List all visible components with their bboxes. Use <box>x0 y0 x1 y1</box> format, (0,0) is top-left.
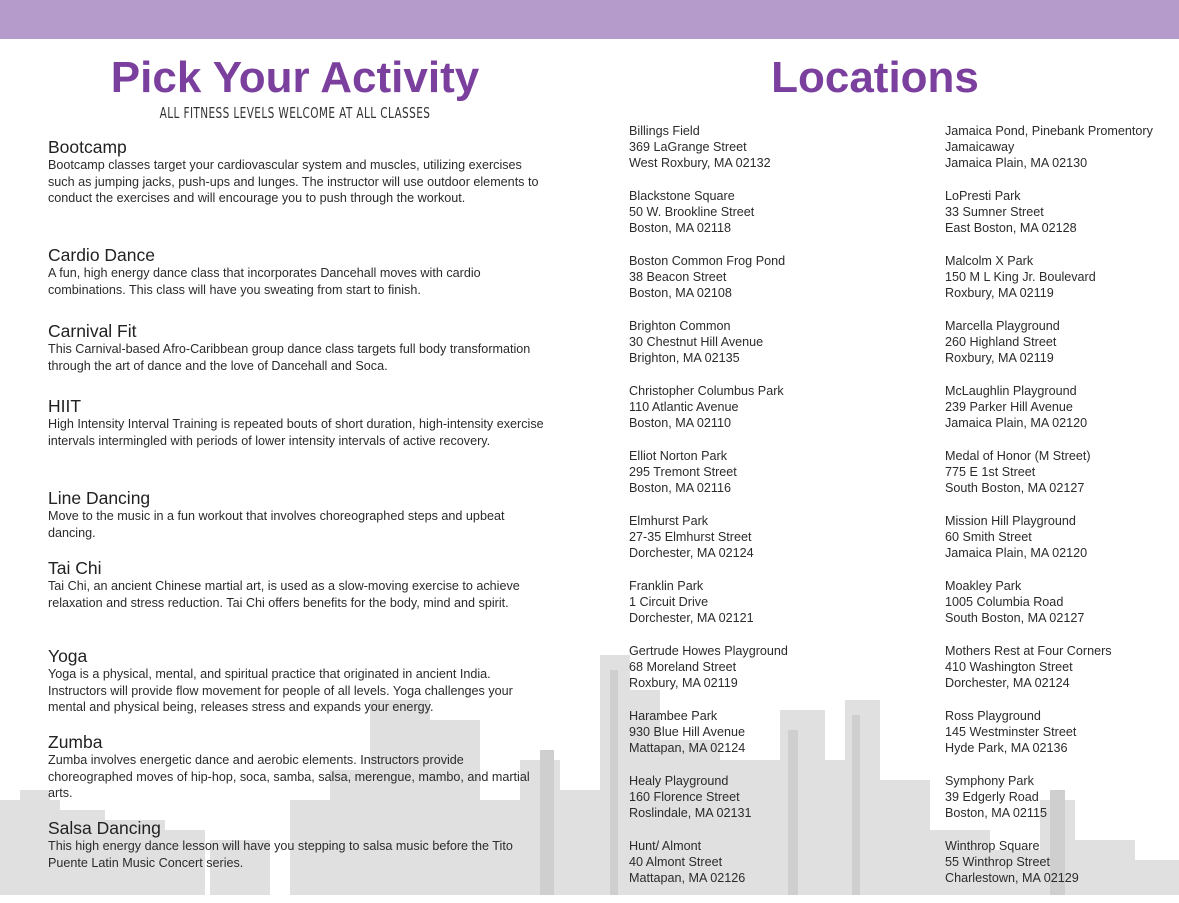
location-city: Mattapan, MA 02124 <box>629 741 746 756</box>
location-city: Roxbury, MA 02119 <box>629 676 738 691</box>
location-entry <box>629 578 919 643</box>
activity-description: Tai Chi, an ancient Chinese martial art, is used as a slow-moving exercise to achieve relaxation and stress reduction. Tai Chi offers benefits for the body, mind and spirit. <box>48 579 520 610</box>
location-entry <box>629 448 919 513</box>
location-city: Charlestown, MA 02129 <box>945 871 1079 886</box>
location-street: 145 Westminster Street <box>945 725 1077 740</box>
location-name: Marcella Playground <box>945 319 1060 333</box>
location-street: 1 Circuit Drive <box>629 595 709 610</box>
location-city: Boston, MA 02116 <box>629 481 731 496</box>
location-city: Dorchester, MA 02121 <box>629 611 754 626</box>
activity-name: Cardio Dance <box>48 245 155 265</box>
location-entry <box>945 643 1177 708</box>
location-entry <box>629 773 919 838</box>
location-name: Elmhurst Park <box>629 514 709 528</box>
location-city: Dorchester, MA 02124 <box>629 546 754 561</box>
activity-description: Yoga is a physical, mental, and spiritual practice that originated in ancient India. Instructors will provide flow movement for people of all levels. Yoga challenges your mental and physical being, releases stress and expands your energy. <box>48 667 513 714</box>
location-name: Billings Field <box>629 124 700 138</box>
location-entry <box>945 188 1177 253</box>
activity-line-dancing <box>48 489 548 559</box>
location-name: Mission Hill Playground <box>945 514 1076 528</box>
location-street: 55 Winthrop Street <box>945 855 1050 870</box>
location-street: 369 LaGrange Street <box>629 140 747 155</box>
location-city: Boston, MA 02118 <box>629 221 731 236</box>
locations-column-1 <box>629 123 919 903</box>
location-entry <box>629 513 919 578</box>
location-name: Christopher Columbus Park <box>629 384 784 398</box>
location-street: 60 Smith Street <box>945 530 1032 545</box>
location-city: Boston, MA 02108 <box>629 286 732 301</box>
location-name: McLaughlin Playground <box>945 384 1077 398</box>
activity-name: HIIT <box>48 396 82 416</box>
location-street: 39 Edgerly Road <box>945 790 1039 805</box>
location-street: 930 Blue Hill Avenue <box>629 725 745 740</box>
location-city: Hyde Park, MA 02136 <box>945 741 1068 756</box>
location-street: 239 Parker Hill Avenue <box>945 400 1073 415</box>
location-city: Jamaica Plain, MA 02130 <box>945 156 1088 171</box>
location-city: Roxbury, MA 02119 <box>945 351 1054 366</box>
activity-name: Line Dancing <box>48 488 151 508</box>
location-name: Blackstone Square <box>629 189 735 203</box>
activity-description: Zumba involves energetic dance and aerobic elements. Instructors provide choreographed moves of hip-hop, soca, samba, salsa, merengue, mambo, and martial arts. <box>48 753 530 800</box>
location-city: Roslindale, MA 02131 <box>629 806 752 821</box>
locations-column-2 <box>945 123 1177 903</box>
location-street: 1005 Columbia Road <box>945 595 1064 610</box>
activity-description: Bootcamp classes target your cardiovascular system and muscles, utilizing exercises such as jumping jacks, push-ups and lunges. The instructor will use outdoor elements to conduct the exercises and will encourage you to push through the workout. <box>48 158 539 205</box>
activity-description: This high energy dance lesson will have you stepping to salsa music before the Tito Puente Latin Music Concert series. <box>48 839 513 870</box>
location-street: 160 Florence Street <box>629 790 740 805</box>
location-city: Brighton, MA 02135 <box>629 351 740 366</box>
activity-salsa-dancing <box>48 819 548 871</box>
location-city: South Boston, MA 02127 <box>945 481 1085 496</box>
activity-yoga <box>48 647 548 733</box>
location-name: LoPresti Park <box>945 189 1021 203</box>
location-name: Jamaica Pond, Pinebank Promentory <box>945 124 1153 138</box>
location-entry <box>945 513 1177 578</box>
activities-title: Pick Your Activity <box>110 53 480 102</box>
activity-description: A fun, high energy dance class that incorporates Dancehall moves with cardio combinations. This class will have you sweating from start to finish. <box>48 266 481 297</box>
activities-list <box>48 138 548 871</box>
location-street: 30 Chestnut Hill Avenue <box>629 335 764 350</box>
location-entry <box>629 188 919 253</box>
activity-description: High Intensity Interval Training is repeated bouts of short duration, high-intensity exercise intervals intermingled with periods of lower intensity intervals of active recovery. <box>48 417 544 448</box>
location-entry <box>629 383 919 448</box>
activity-cardio-dance <box>48 246 548 322</box>
location-entry <box>629 838 919 903</box>
activity-carnival-fit <box>48 322 548 397</box>
location-city: South Boston, MA 02127 <box>945 611 1085 626</box>
location-city: Boston, MA 02110 <box>629 416 731 431</box>
location-street: 38 Beacon Street <box>629 270 727 285</box>
location-street: 150 M L King Jr. Boulevard <box>945 270 1096 285</box>
activity-name: Tai Chi <box>48 558 102 578</box>
location-entry <box>945 448 1177 513</box>
location-entry <box>629 708 919 773</box>
location-name: Harambee Park <box>629 709 718 723</box>
location-street: Jamaicaway <box>945 140 1015 155</box>
location-street: 33 Sumner Street <box>945 205 1044 220</box>
location-street: 68 Moreland Street <box>629 660 737 675</box>
location-street: 40 Almont Street <box>629 855 723 870</box>
location-street: 775 E 1st Street <box>945 465 1036 480</box>
location-entry <box>945 708 1177 773</box>
location-entry <box>945 123 1177 188</box>
activity-hiit <box>48 397 548 489</box>
activity-name: Yoga <box>48 646 88 666</box>
location-entry <box>629 318 919 383</box>
activity-name: Carnival Fit <box>48 321 137 341</box>
activity-zumba <box>48 733 548 819</box>
location-entry <box>629 123 919 188</box>
location-street: 110 Atlantic Avenue <box>629 400 739 415</box>
location-entry <box>629 253 919 318</box>
location-entry <box>945 578 1177 643</box>
location-city: East Boston, MA 02128 <box>945 221 1077 236</box>
location-city: Roxbury, MA 02119 <box>945 286 1054 301</box>
location-name: Brighton Common <box>629 319 731 333</box>
location-street: 295 Tremont Street <box>629 465 737 480</box>
location-street: 410 Washington Street <box>945 660 1073 675</box>
location-name: Winthrop Square <box>945 839 1040 853</box>
activity-bootcamp <box>48 138 548 246</box>
activity-name: Bootcamp <box>48 137 127 157</box>
location-city: West Roxbury, MA 02132 <box>629 156 771 171</box>
location-street: 27-35 Elmhurst Street <box>629 530 752 545</box>
location-name: Franklin Park <box>629 579 704 593</box>
location-entry <box>945 318 1177 383</box>
location-name: Healy Playground <box>629 774 729 788</box>
location-name: Malcolm X Park <box>945 254 1034 268</box>
activities-subtitle: ALL FITNESS LEVELS WELCOME AT ALL CLASSES <box>159 104 431 122</box>
location-name: Moakley Park <box>945 579 1022 593</box>
location-name: Medal of Honor (M Street) <box>945 449 1091 463</box>
location-name: Mothers Rest at Four Corners <box>945 644 1112 658</box>
location-name: Gertrude Howes Playground <box>629 644 788 658</box>
activity-tai-chi <box>48 559 548 647</box>
location-name: Elliot Norton Park <box>629 449 727 463</box>
location-entry <box>945 383 1177 448</box>
location-city: Jamaica Plain, MA 02120 <box>945 546 1088 561</box>
location-name: Ross Playground <box>945 709 1041 723</box>
location-entry <box>945 838 1177 903</box>
location-city: Mattapan, MA 02126 <box>629 871 746 886</box>
location-name: Symphony Park <box>945 774 1034 788</box>
activity-name: Zumba <box>48 732 103 752</box>
location-entry <box>945 773 1177 838</box>
activity-description: Move to the music in a fun workout that involves choreographed steps and upbeat dancing. <box>48 509 505 540</box>
location-name: Boston Common Frog Pond <box>629 254 786 268</box>
locations-title: Locations <box>771 53 979 102</box>
location-entry <box>945 253 1177 318</box>
location-city: Boston, MA 02115 <box>945 806 1047 821</box>
location-street: 260 Highland Street <box>945 335 1057 350</box>
location-street: 50 W. Brookline Street <box>629 205 755 220</box>
location-name: Hunt/ Almont <box>629 839 702 853</box>
location-entry <box>629 643 919 708</box>
location-city: Jamaica Plain, MA 02120 <box>945 416 1088 431</box>
activity-name: Salsa Dancing <box>48 818 161 838</box>
location-city: Dorchester, MA 02124 <box>945 676 1070 691</box>
activity-description: This Carnival-based Afro-Caribbean group dance class targets full body transformation through the art of dance and the love of Dancehall and Soca. <box>48 342 531 373</box>
